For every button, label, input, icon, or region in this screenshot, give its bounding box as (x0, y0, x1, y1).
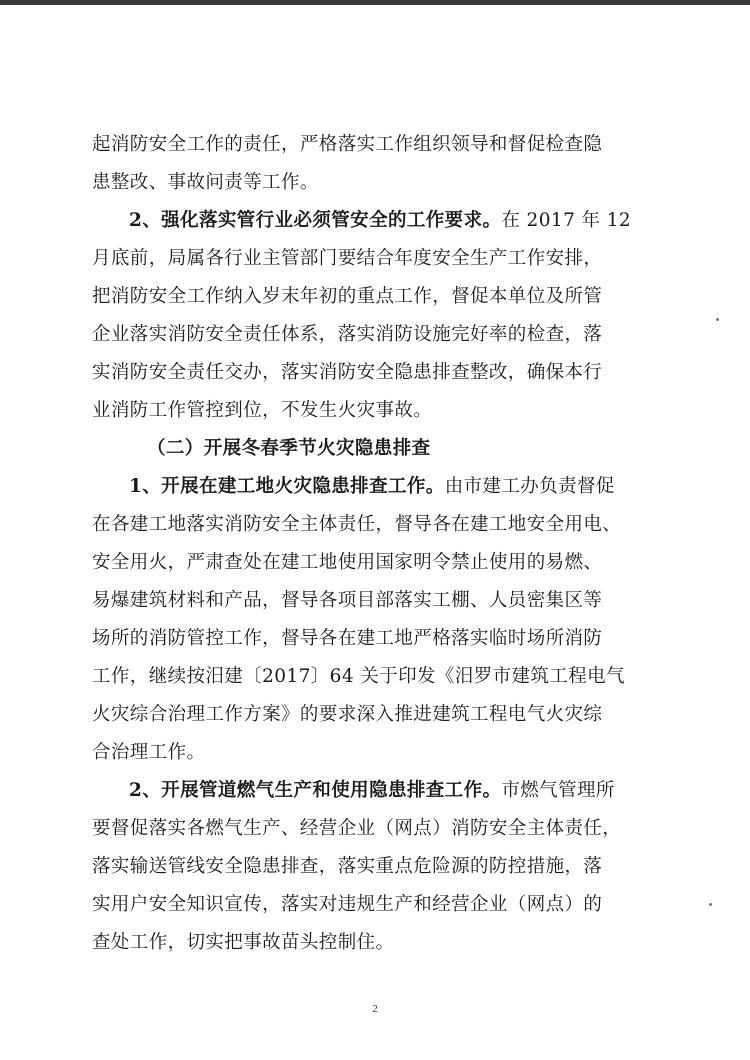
body-line: 工作，继续按汨建〔2017〕64 关于印发《汨罗市建筑工程电气 (92, 666, 625, 687)
body-line: 实消防安全责任交办，落实消防安全隐患排查整改，确保本行 (92, 362, 603, 383)
scan-speck (716, 318, 719, 321)
body-line: 落实输送管线安全隐患排查，落实重点危险源的防控措施，落 (92, 856, 603, 877)
body-line: 把消防安全工作纳入岁末年初的重点工作，督促本单位及所管 (92, 286, 603, 307)
body-line: 起消防安全工作的责任，严格落实工作组织领导和督促检查隐 (92, 134, 603, 155)
body-line: 场所的消防管控工作，督导各在建工地严格落实临时场所消防 (92, 628, 603, 649)
section-title: （二）开展冬春季节火灾隐患排查 (147, 438, 431, 459)
paragraph-first-line (92, 772, 648, 810)
paragraph-first-line (92, 468, 648, 506)
body-line: 火灾综合治理工作方案》的要求深入推进建筑工程电气火灾综 (92, 704, 603, 725)
paragraph-heading: 2、强化落实管行业必须管安全的工作要求。 (129, 210, 502, 231)
body-line: 实用户安全知识宣传，落实对违规生产和经营企业（网点）的 (92, 894, 603, 915)
scan-speck (709, 903, 712, 906)
paragraph-lead-text: 在 2017 年 12 (501, 210, 632, 231)
body-line: 要督促落实各燃气生产、经营企业（网点）消防安全主体责任， (92, 818, 622, 839)
body-line: 业消防工作管控到位，不发生火灾事故。 (92, 400, 433, 421)
paragraph-first-line (92, 202, 648, 240)
document-body (92, 126, 648, 962)
paragraph-heading: 1、开展在建工地火灾隐患排查工作。 (129, 476, 445, 497)
body-line: 合治理工作。 (92, 742, 206, 763)
body-line: 安全用火，严肃查处在建工地使用国家明令禁止使用的易燃、 (92, 552, 603, 573)
scan-top-edge (0, 0, 750, 5)
page-number: 2 (372, 1003, 378, 1015)
paragraph-heading: 2、开展管道燃气生产和使用隐患排查工作。 (129, 780, 502, 801)
body-line: 易爆建筑材料和产品，督导各项目部落实工棚、人员密集区等 (92, 590, 603, 611)
body-line: 在各建工地落实消防安全主体责任，督导各在建工地安全用电、 (92, 514, 622, 535)
body-line: 查处工作，切实把事故苗头控制住。 (92, 932, 395, 953)
body-line: 患整改、事故问责等工作。 (92, 172, 319, 193)
body-line: 企业落实消防安全责任体系，落实消防设施完好率的检查，落 (92, 324, 603, 345)
paragraph-lead-text: 市燃气管理所 (501, 780, 615, 801)
body-line: 月底前，局属各行业主管部门要结合年度安全生产工作安排， (92, 248, 603, 269)
paragraph-lead-text: 由市建工办负责督促 (444, 476, 615, 497)
